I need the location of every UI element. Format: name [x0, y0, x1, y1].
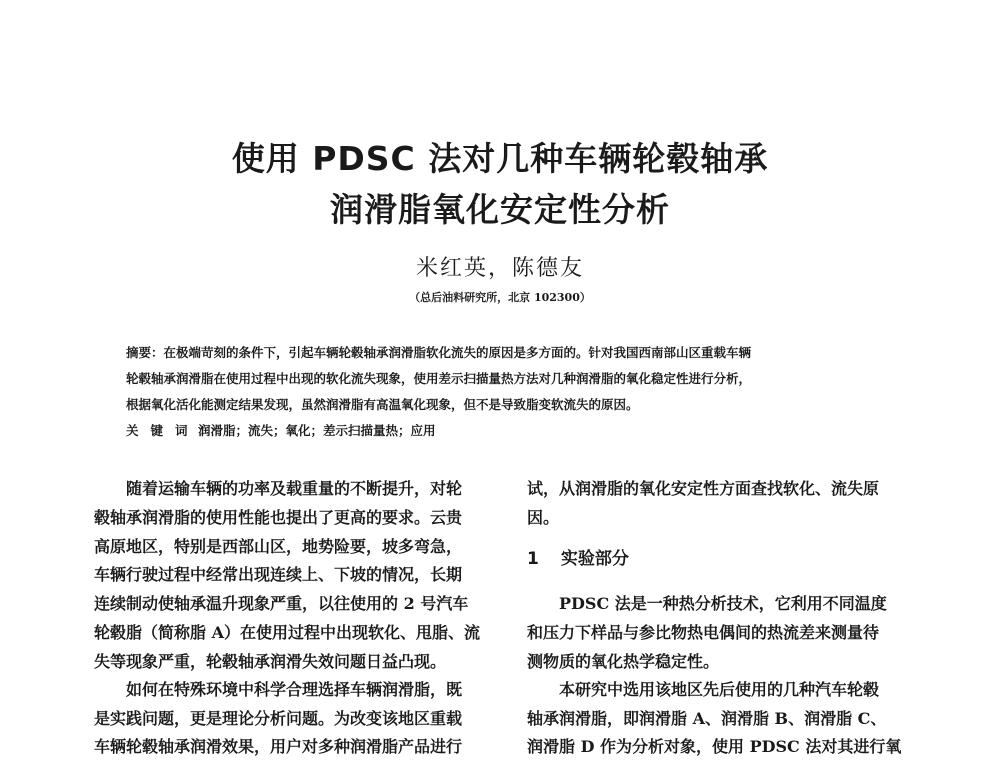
- body-line: 本研究中选用该地区先后使用的几种汽车轮毂: [527, 680, 880, 699]
- body-line: 车辆行驶过程中经常出现连续上、下坡的情况，长期: [94, 565, 463, 584]
- section-number: 1: [527, 549, 539, 569]
- body-line: 连续制动使轴承温升现象严重，以往使用的 2 号汽车: [94, 594, 469, 613]
- abstract-line-2: 轮毂轴承润滑脂在使用过程中出现的软化流失现象，使用差示扫描量热方法对几种润滑脂的氧化稳定性进行分析，: [126, 371, 752, 386]
- body-line: 试，从润滑脂的氧化安定性方面查找软化、流失原: [527, 479, 880, 498]
- body-line: 轮毂脂（简称脂 A）在使用过程中出现软化、甩脂、流: [94, 623, 480, 642]
- affiliation: （总后油料研究所，北京 102300）: [409, 291, 591, 304]
- body-line: 测物质的氧化热学稳定性。: [527, 652, 720, 671]
- abstract-line-1: 摘要：在极端苛刻的条件下，引起车辆轮毂轴承润滑脂软化流失的原因是多方面的。针对我国西南部山区重载车辆: [126, 345, 752, 360]
- section-heading: [527, 544, 629, 569]
- body-line: 如何在特殊环境中科学合理选择车辆润滑脂，既: [94, 680, 463, 699]
- body-line: 随着运输车辆的功率及载重量的不断提升，对轮: [94, 479, 463, 498]
- body-line: PDSC 法是一种热分析技术，它利用不同温度: [527, 594, 887, 613]
- authors: 米红英，陈德友: [415, 256, 584, 281]
- body-line: 和压力下样品与参比物热电偶间的热流差来测量待: [527, 623, 880, 642]
- paper-title-line-2: 润滑脂氧化安定性分析: [330, 190, 670, 229]
- paper-title-line-1: 使用 PDSC 法对几种车辆轮毂轴承: [231, 139, 769, 178]
- body-line: 毂轴承润滑脂的使用性能也提出了更高的要求。云贵: [94, 508, 463, 527]
- body-line: 是实践问题，更是理论分析问题。为改变该地区重载: [94, 709, 463, 728]
- body-line: 轴承润滑脂，即润滑脂 A、润滑脂 B、润滑脂 C、: [527, 709, 887, 728]
- body-line: 高原地区，特别是西部山区，地势险要，坡多弯急，: [94, 537, 463, 556]
- body-line: 车辆轮毂轴承润滑效果，用户对多种润滑脂产品进行: [94, 737, 463, 756]
- keywords: 润滑脂；流失；氧化；差示扫描量热；应用: [198, 423, 436, 438]
- keywords-line: [126, 421, 896, 439]
- abstract-line-3: 根据氧化活化能测定结果发现，虽然润滑脂有高温氧化现象，但不是导致脂变软流失的原因。: [126, 397, 639, 412]
- body-line: 失等现象严重，轮毂轴承润滑失效问题日益凸现。: [94, 652, 447, 671]
- body-line: 润滑脂 D 作为分析对象，使用 PDSC 法对其进行氧: [527, 737, 902, 756]
- body-line: 因。: [527, 508, 560, 527]
- section-title: 实验部分: [560, 549, 629, 569]
- keywords-label: 关键词：: [126, 423, 225, 438]
